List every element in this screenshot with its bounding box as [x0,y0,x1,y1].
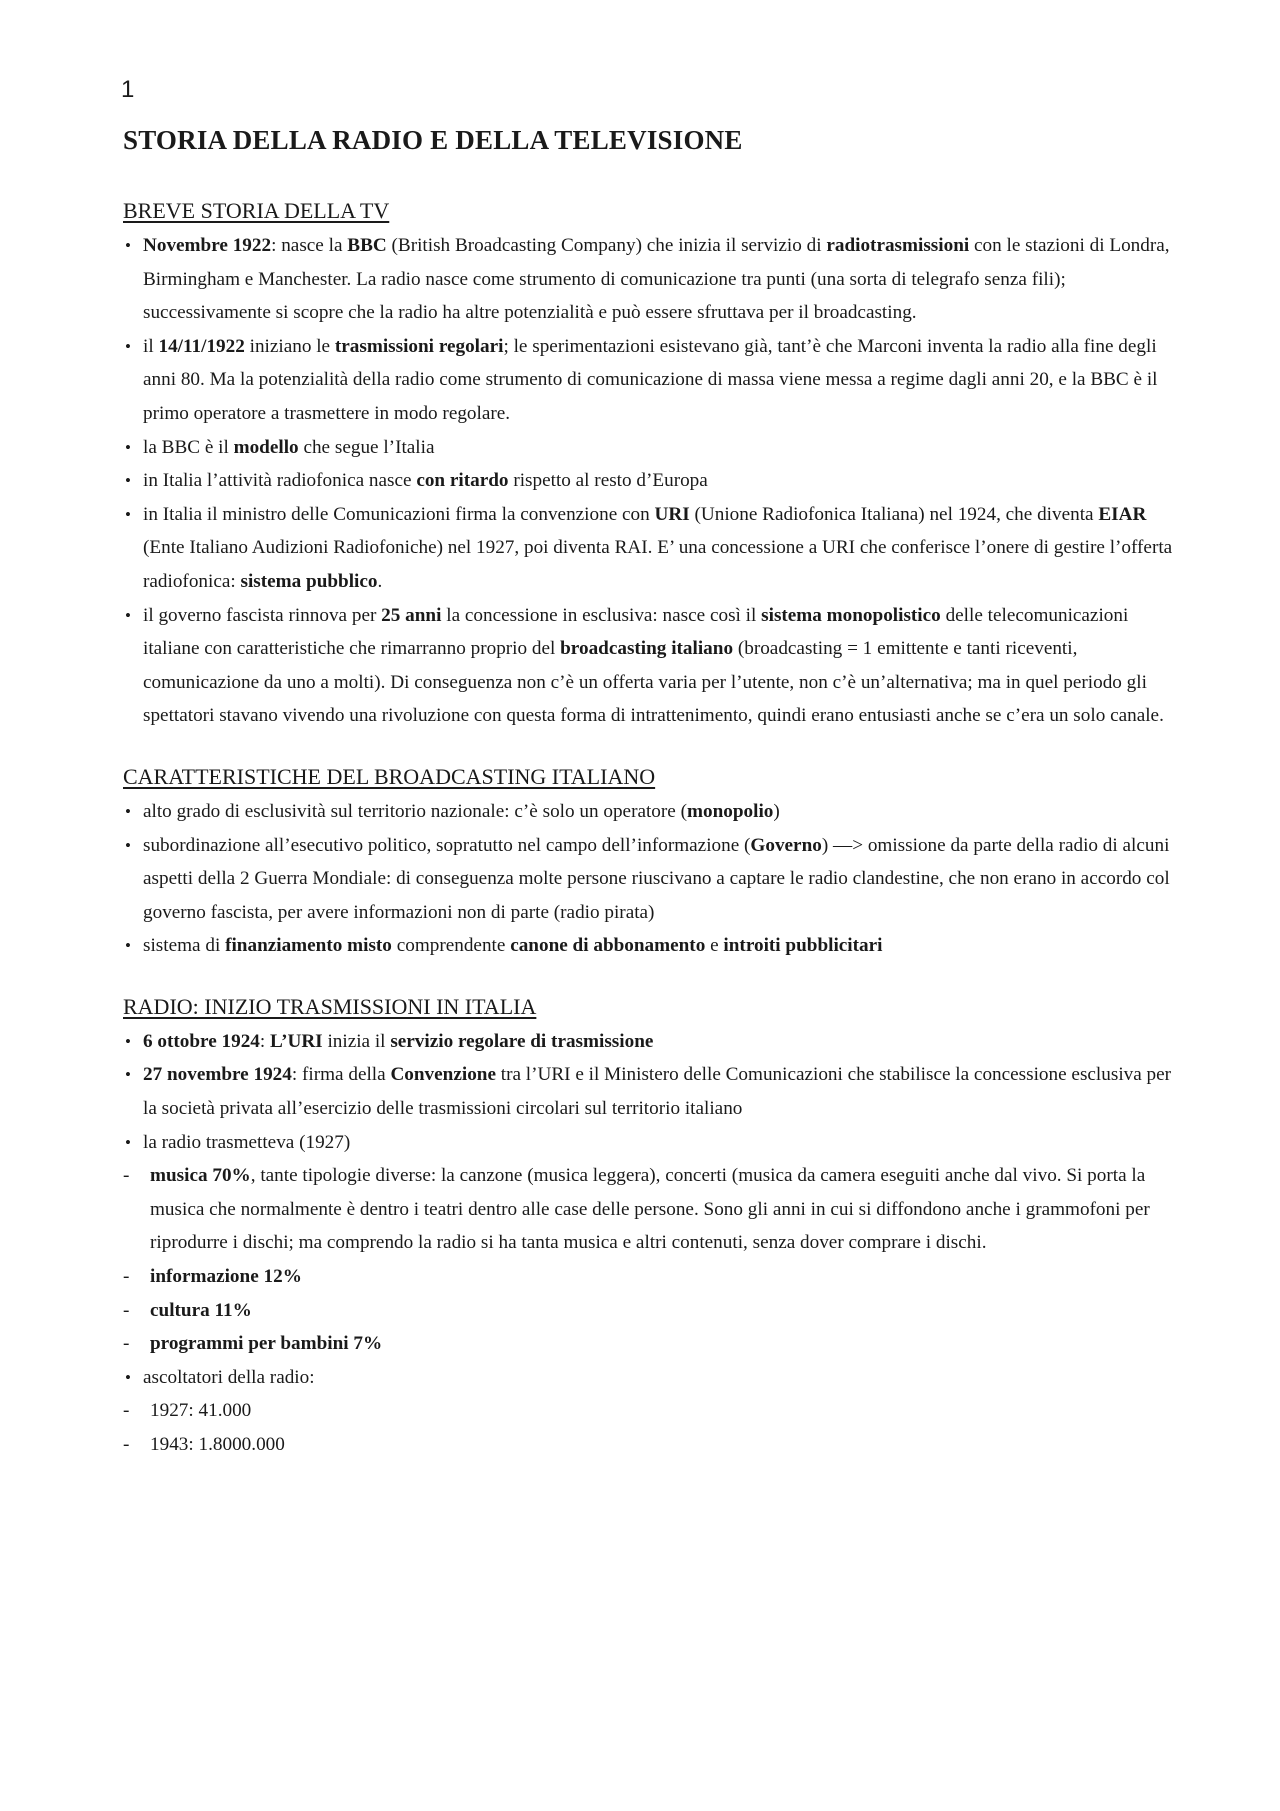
list-item [123,464,1173,498]
bold-text: broadcasting italiano [560,638,734,660]
list-item [123,929,1173,963]
list-item [123,1361,1173,1395]
bold-text: cultura 11% [150,1299,252,1321]
bold-text: 14/11/1922 [158,335,245,357]
dash-list-item [123,1327,1173,1361]
text: ) —> omissione da parte della radio di alcuni aspetti della 2 Guerra Mondiale: di conseguenza molte persone riuscivano a captare le radio clandestine, che non erano in accordo col governo fascista, per avere informazioni non di parte (radio pirata) [143,834,1170,923]
list-item [123,1025,1173,1059]
text: che segue l’Italia [298,436,435,458]
text: subordinazione all’esecutivo politico, sopratutto nel campo dell’informazione ( [143,834,751,856]
text: inizia il [322,1030,391,1052]
list-item [123,829,1173,930]
text: . [377,570,383,592]
list-item [123,1058,1173,1125]
text: in Italia il ministro delle Comunicazioni firma la convenzione con [143,503,655,525]
text: alto grado di esclusività sul territorio nazionale: c’è solo un operatore ( [143,800,687,822]
bold-text: musica 70% [150,1165,251,1187]
dash-list-item [123,1260,1173,1294]
text: : firma della [291,1064,391,1086]
bold-text: introiti pubblicitari [723,935,883,957]
text: (Unione Radiofonica Italiana) nel 1924, che diventa [689,503,1099,525]
text: la radio trasmetteva (1927) [143,1131,351,1153]
document-body [123,195,1173,1490]
section-breve-storia-tv [123,195,1173,733]
text: delle telecomunicazioni italiane con caratteristiche che rimarranno proprio del [143,604,1129,660]
text: ascoltatori della radio: [143,1366,315,1388]
text: ) [773,800,780,822]
text: : [259,1030,271,1052]
bold-text: sistema pubblico [240,570,378,592]
text: ; le sperimentazioni esistevano già, tant’è che Marconi inventa la radio alla fine degli anni 80. Ma la potenzialità della radio come strumento di comunicazione di massa viene messa a regime dagli anni 20, e la BBC è il primo operatore a trasmettere in modo regolare. [143,335,1158,424]
text: comprendente [391,935,511,957]
bold-text: EIAR [1098,503,1147,525]
text: con le stazioni di Londra, Birmingham e Manchester. La radio nasce come strumento di comunicazione tra punti (una sorta di telegrafo senza fili); successivamente si scopre che la radio ha altre potenzialità e può essere sfruttava per il broadcasting. [143,235,1170,324]
bold-text: Novembre 1922 [143,235,272,256]
dash-list-item [123,1428,1173,1462]
bold-text: Governo [750,834,822,856]
section-radio-inizio-trasmissioni [123,991,1173,1462]
text: iniziano le [244,335,335,357]
bold-text: con ritardo [416,470,509,492]
text: , tante tipologie diverse: la canzone (musica leggera), concerti (musica da camera eseguiti anche dal vivo. Si porta la musica che normalmente è dentro i teatri dentro alle case delle persone. Sono gli anni in cui si diffondono anche i grammofoni per riprodurre i dischi; ma comprendo la radio si ha tanta musica e altri contenuti, senza dover comprare i dischi. [150,1165,1150,1254]
text: 1927: 41.000 [150,1400,252,1422]
list-item [123,1126,1173,1160]
bold-text: modello [233,436,299,458]
list-item [123,599,1173,733]
list-item [123,431,1173,465]
bold-text: BBC [347,235,387,256]
list-item [123,229,1173,330]
text: : nasce la [271,235,348,256]
section-heading: CARATTERISTICHE DEL BROADCASTING ITALIANO [123,763,656,789]
bold-text: 27 novembre 1924 [143,1064,292,1086]
list-item [123,795,1173,829]
section-heading: RADIO: INIZIO TRASMISSIONI IN ITALIA [123,993,537,1019]
text: il [143,335,159,357]
dash-list-item [123,1394,1173,1428]
bold-text: sistema monopolistico [761,604,941,626]
text: rispetto al resto d’Europa [508,470,708,492]
text: la concessione in esclusiva: nasce così il [441,604,762,626]
page-number: 1 [121,76,135,103]
list-item [123,498,1173,599]
bullet-list [123,795,1173,963]
text: (broadcasting = 1 emittente e tanti riceventi, comunicazione da uno a molti). Di conseguenza non c’è un offerta varia per l’utente, non c’è un’alternativa; ma in quel periodo gli spettatori stavano vivendo una rivoluzione con questa forma di intrattenimento, quindi erano entusiasti anche se c’era un solo canale. [143,638,1164,727]
section-heading: BREVE STORIA DELLA TV [123,198,390,223]
text: 1943: 1.8000.000 [150,1434,285,1455]
bold-text: L’URI [270,1030,323,1052]
bold-text: URI [654,503,690,525]
bold-text: programmi per bambini 7% [150,1333,383,1355]
bold-text: monopolio [687,800,774,822]
text: (British Broadcasting Company) che inizia il servizio di [386,235,827,256]
text: tra l’URI e il Ministero delle Comunicazioni che stabilisce la concessione esclusiva per la società privata all’esercizio delle trasmissioni circolari sul territorio italiano [143,1064,1172,1120]
bold-text: trasmissioni regolari [334,335,504,357]
dash-list-item [123,1294,1173,1328]
section-caratteristiche-broadcasting [123,761,1173,963]
text: sistema di [143,935,226,957]
bullet-list [123,229,1173,733]
bold-text: Convenzione [390,1064,496,1086]
text: il governo fascista rinnova per [143,604,382,626]
bold-text: 6 ottobre 1924 [143,1030,260,1052]
text: la BBC è il [143,436,234,458]
bullet-list [123,1025,1173,1462]
text: e [705,935,724,957]
text: (Ente Italiano Audizioni Radiofoniche) nel 1927, poi diventa RAI. E’ una concessione a URI che conferisce l’onere di gestire l’offerta radiofonica: [143,537,1173,592]
bold-text: finanziamento misto [225,935,392,957]
bold-text: 25 anni [381,604,442,626]
list-item [123,330,1173,431]
bold-text: canone di abbonamento [510,935,706,957]
text: in Italia l’attività radiofonica nasce [143,470,417,492]
bold-text: servizio regolare di trasmissione [390,1030,654,1052]
dash-list-item [123,1159,1173,1260]
bold-text: informazione 12% [150,1266,302,1288]
bold-text: radiotrasmissioni [826,235,970,256]
page-title: STORIA DELLA RADIO E DELLA TELEVISIONE [123,125,743,155]
